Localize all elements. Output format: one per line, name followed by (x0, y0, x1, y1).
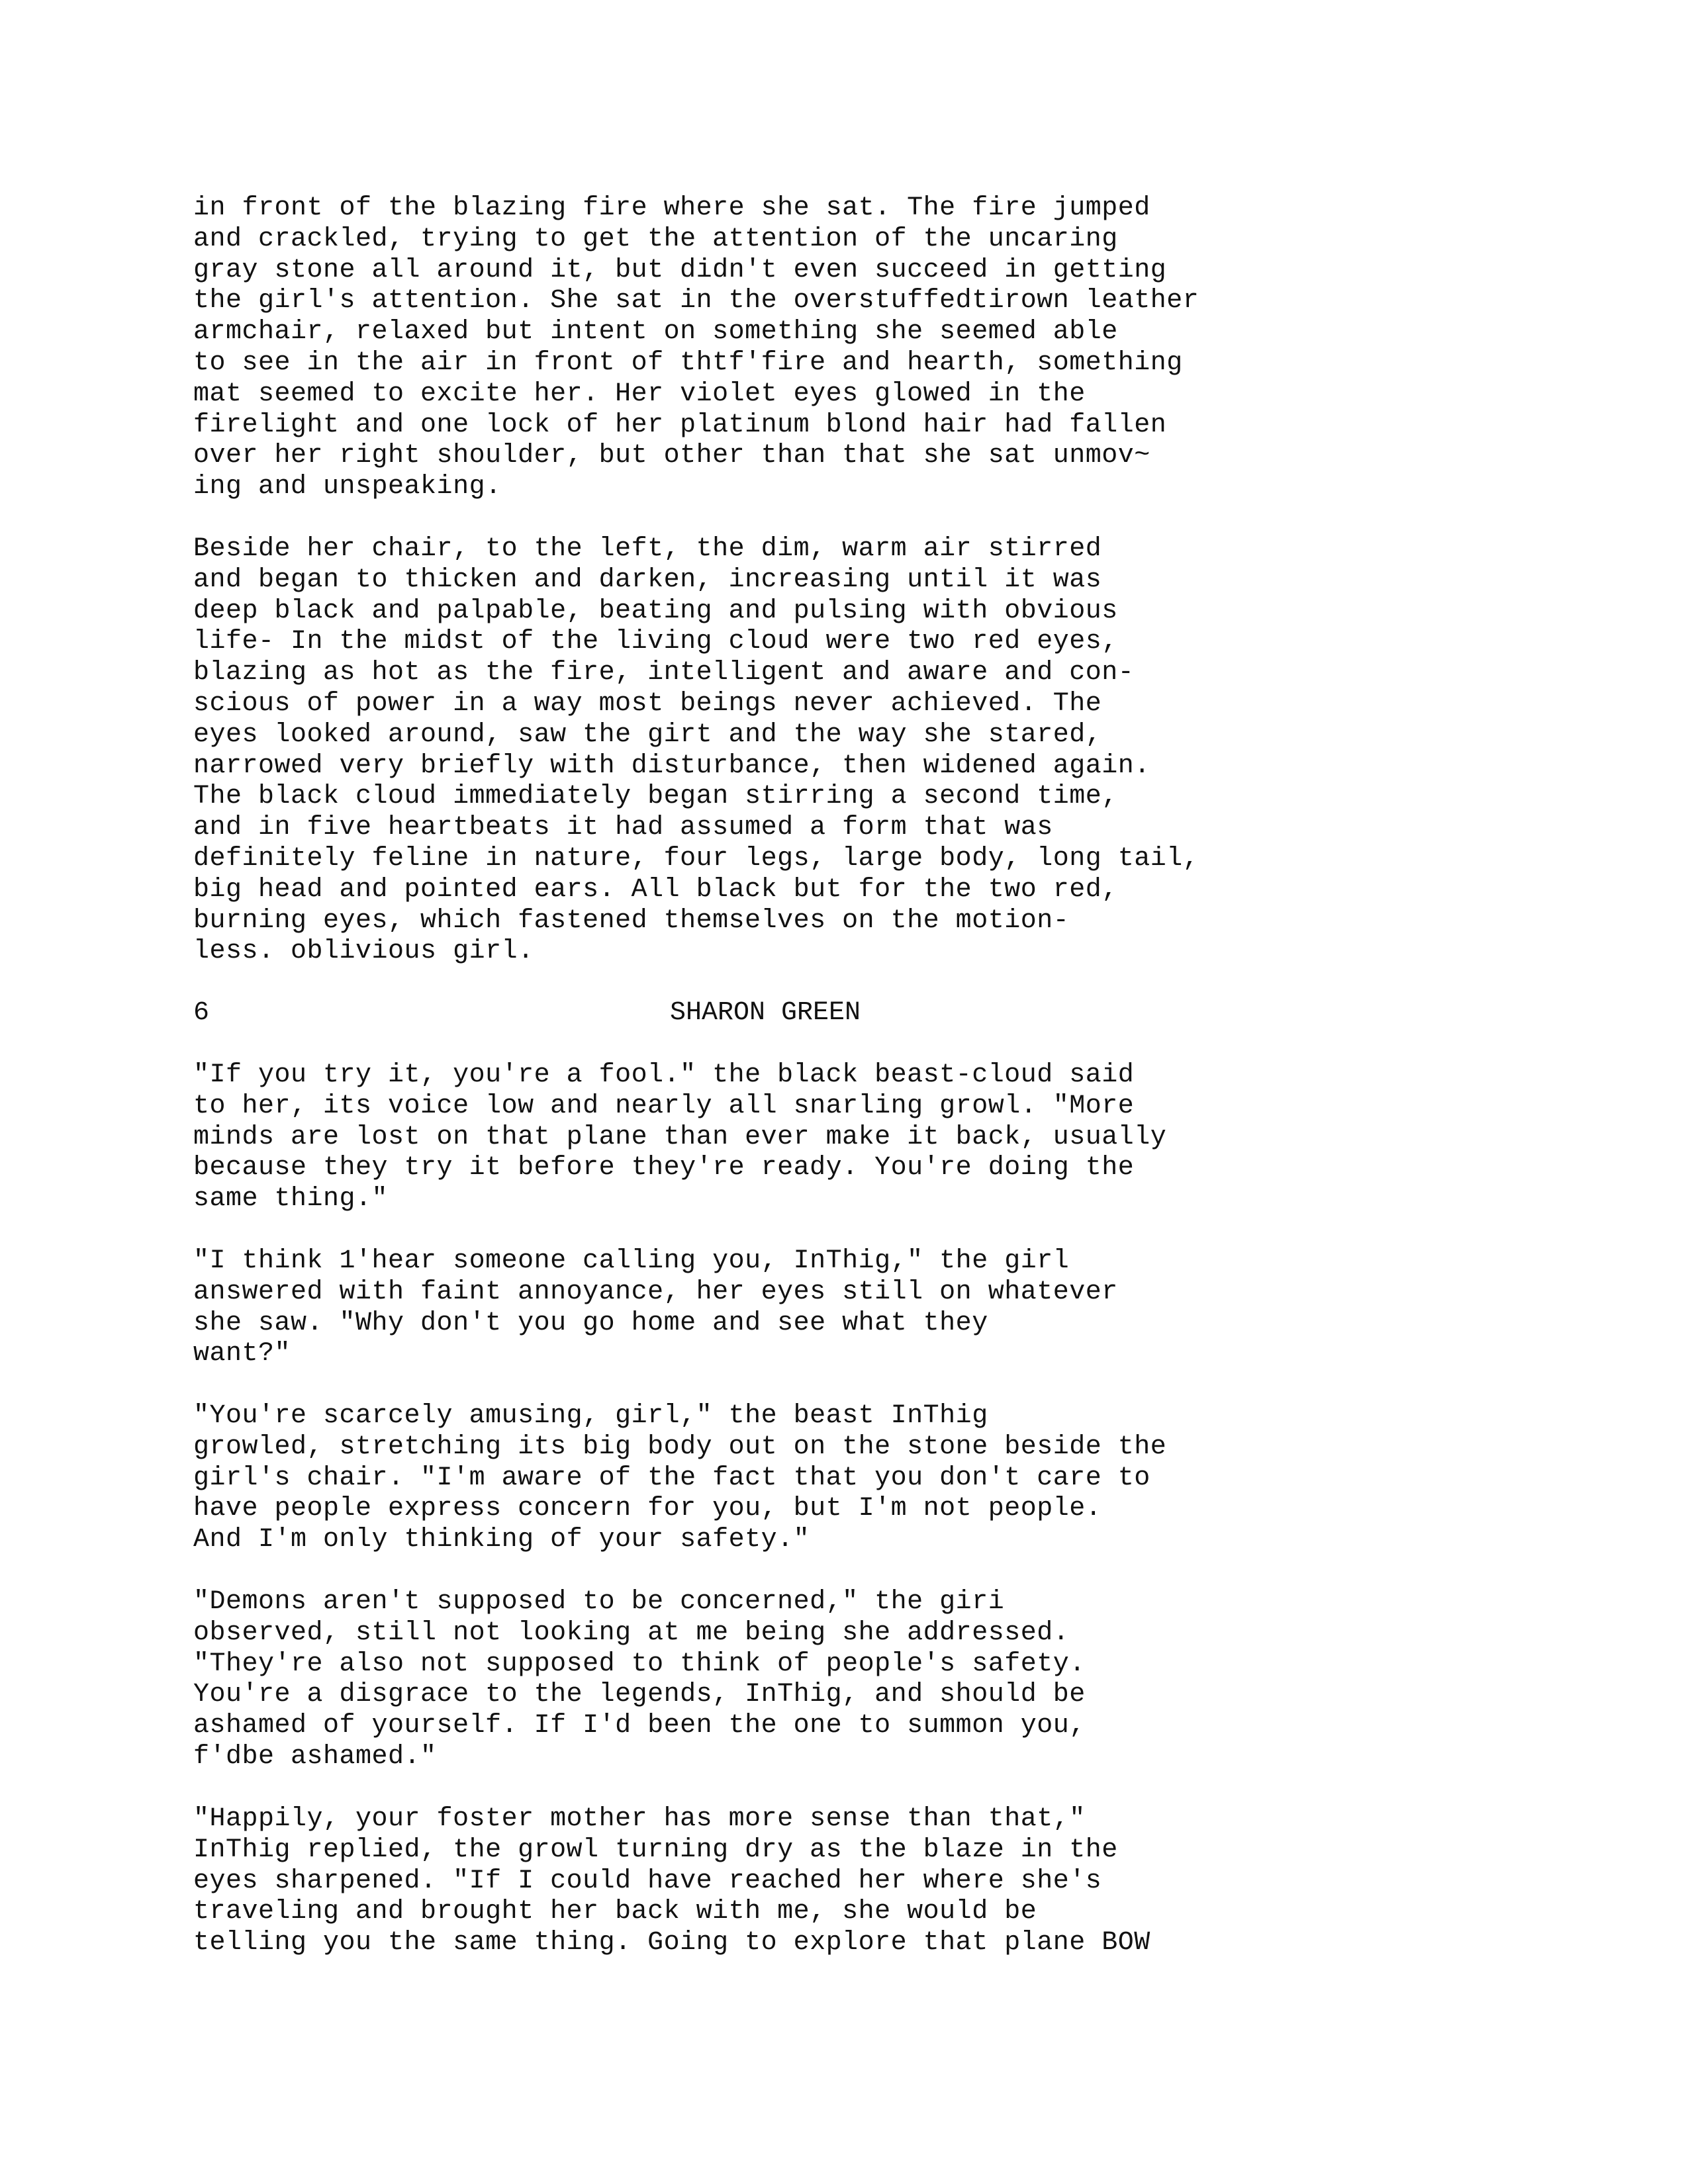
text-line: girl's chair. "I'm aware of the fact that you don't care to (193, 1463, 1150, 1493)
text-line: ashamed of yourself. If I'd been the one to summon you, (193, 1711, 1086, 1741)
bottom-paragraph-5 (193, 1804, 1517, 1959)
text-line: "You're scarcely amusing, girl," the beast InThig (193, 1401, 988, 1431)
text-line: "They're also not supposed to think of people's safety. (193, 1649, 1086, 1679)
text-line: eyes sharpened. "If I could have reached her where she's (193, 1866, 1102, 1896)
text-line: "Demons aren't supposed to be concerned," the giri (193, 1587, 1005, 1617)
bottom-paragraph-2 (193, 1246, 1517, 1370)
text-line: eyes looked around, saw the girt and the way she stared, (193, 719, 1102, 750)
text-line: answered with faint annoyance, her eyes still on whatever (193, 1277, 1118, 1307)
text-line: same thing." (193, 1184, 389, 1214)
text-line: and in five heartbeats it had assumed a form that was (193, 813, 1053, 843)
bottom-paragraph-3 (193, 1401, 1517, 1556)
text-line: "If you try it, you're a fool." the black beast-cloud said (193, 1060, 1135, 1090)
text-line: because they try it before they're ready. You're doing the (193, 1153, 1135, 1183)
text-line: and crackled, trying to get the attention of the uncaring (193, 224, 1118, 254)
text-line: life- In the midst of the living cloud were two red eyes, (193, 627, 1118, 657)
running-head: SHARON GREEN (670, 998, 861, 1028)
text-line: scious of power in a way most beings never achieved. The (193, 688, 1102, 719)
text-line: firelight and one lock of her platinum blond hair had fallen (193, 410, 1167, 440)
text-line: to see in the air in front of thtf'fire and hearth, something (193, 347, 1183, 378)
text-line: narrowed very briefly with disturbance, then widened again. (193, 751, 1150, 781)
text-line: "Happily, your foster mother has more sense than that," (193, 1804, 1086, 1834)
bottom-paragraph-1 (193, 1060, 1517, 1215)
text-line: minds are lost on that plane than ever make it back, usually (193, 1122, 1167, 1152)
text-line: growled, stretching its big body out on the stone beside the (193, 1432, 1167, 1462)
text-line: InThig replied, the growl turning dry as the blaze in the (193, 1835, 1118, 1865)
top-paragraph-2 (193, 534, 1517, 968)
text-line: she saw. "Why don't you go home and see what they (193, 1308, 988, 1338)
text-line: f'dbe ashamed." (193, 1741, 437, 1772)
text-line: Beside her chair, to the left, the dim, warm air stirred (193, 534, 1102, 564)
text-line: armchair, relaxed but intent on something she seemed able (193, 317, 1118, 347)
text-line: And I'm only thinking of your safety." (193, 1525, 810, 1555)
top-paragraph-1 (193, 193, 1517, 503)
text-line: ing and unspeaking. (193, 472, 502, 502)
text-line: burning eyes, which fastened themselves on the motion- (193, 905, 1070, 936)
text-line: over her right shoulder, but other than that she sat unmov~ (193, 441, 1150, 471)
text-line: the girl's attention. She sat in the overstuffedtirown leather (193, 286, 1199, 316)
text-line: to her, its voice low and nearly all snarling growl. "More (193, 1091, 1135, 1121)
text-line: definitely feline in nature, four legs, large body, long tail, (193, 843, 1199, 874)
page-number: 6 (193, 998, 210, 1028)
text-line: telling you the same thing. Going to explore that plane BOW (193, 1928, 1150, 1958)
text-line: deep black and palpable, beating and pulsing with obvious (193, 596, 1118, 626)
text-line: traveling and brought her back with me, she would be (193, 1897, 1037, 1927)
text-line: want?" (193, 1339, 291, 1369)
bottom-paragraph-4 (193, 1587, 1517, 1773)
text-line: You're a disgrace to the legends, InThig, and should be (193, 1680, 1086, 1710)
text-line: mat seemed to excite her. Her violet eyes glowed in the (193, 379, 1086, 409)
text-line: gray stone all around it, but didn't even succeed in getting (193, 255, 1167, 285)
text-line: blazing as hot as the fire, intelligent and aware and con- (193, 658, 1135, 688)
text-line: less. oblivious girl. (193, 936, 534, 967)
text-line: have people express concern for you, but I'm not people. (193, 1494, 1102, 1524)
text-line: observed, still not looking at me being she addressed. (193, 1617, 1070, 1648)
text-line: big head and pointed ears. All black but for the two red, (193, 874, 1118, 905)
text-line: The black cloud immediately began stirring a second time, (193, 782, 1118, 812)
text-line: in front of the blazing fire where she sat. The fire jumped (193, 193, 1150, 223)
text-line: and began to thicken and darken, increasing until it was (193, 565, 1102, 595)
text-line: "I think 1'hear someone calling you, InThig," the girl (193, 1246, 1070, 1276)
